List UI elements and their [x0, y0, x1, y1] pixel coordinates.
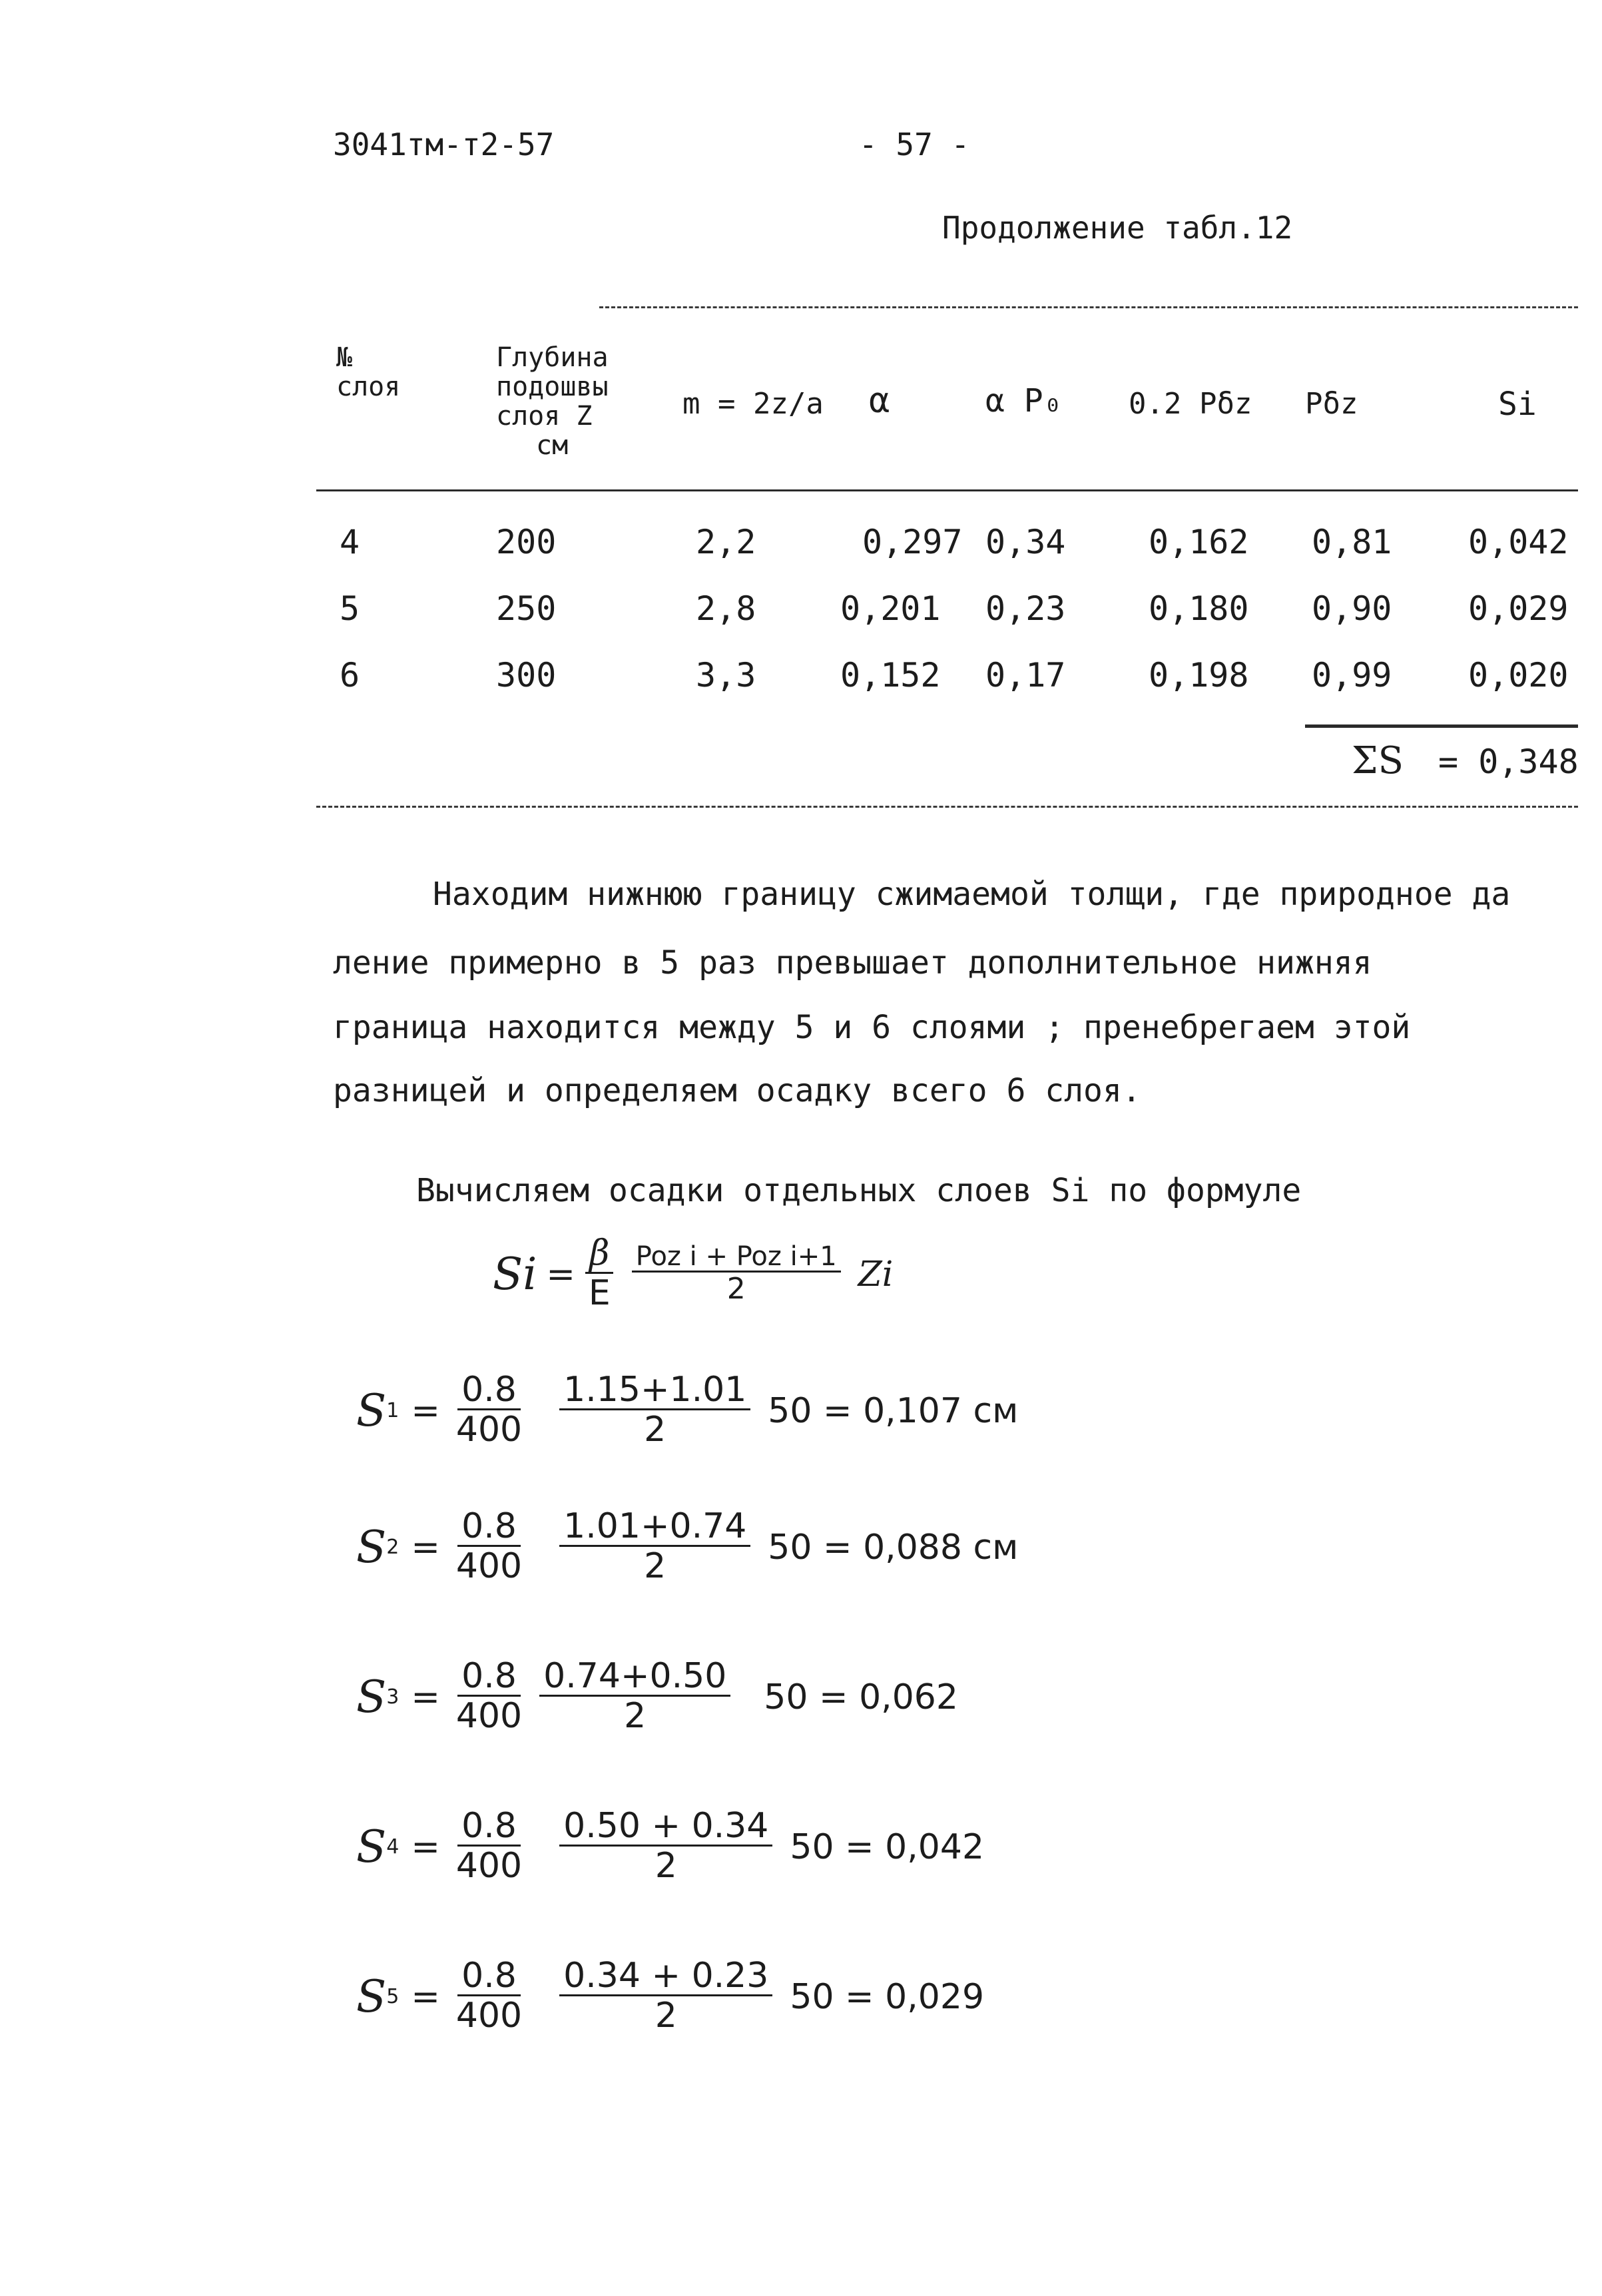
calc-coefficient: $\frac{0.8}{400}$ [455, 1506, 523, 1586]
sum-value: = 0,348 [1438, 742, 1579, 781]
header-alpha-p0: α P₀ [985, 382, 1063, 420]
calc-sub: 3 [386, 1685, 400, 1709]
sum-label: ΣS [1352, 739, 1404, 782]
page-number: - 57 - [859, 127, 970, 162]
calculation-s1: S 1 = $\frac{0.8}{400}$ $\frac{1.15+1.01}{2}$ 50 = 0,107 см [356, 1370, 1019, 1450]
document-code: 3041тм-т2-57 [333, 127, 555, 162]
table-bottom-rule [316, 806, 1578, 808]
header-depth-line-1: Глубина [496, 342, 609, 373]
cell-alpha: 0,152 [840, 656, 941, 695]
calc-coefficient: $\frac{0.8}{400}$ [455, 1806, 523, 1886]
paragraph-line: ление примерно в 5 раз превышает дополнительное нижняя [333, 944, 1372, 982]
cell-m: 3,3 [696, 656, 756, 695]
cell-m: 2,2 [696, 523, 756, 561]
cell-s: 0,020 [1468, 656, 1569, 695]
calc-result: 50 = 0,062 [764, 1677, 958, 1717]
cell-alpha: 0,201 [840, 589, 941, 628]
formula-depth: Zi [858, 1254, 894, 1294]
calc-sub: 5 [386, 1985, 400, 2009]
header-depth-line-4: см [536, 430, 569, 461]
cell-alpha: 0,297 [862, 523, 963, 561]
cell-depth: 200 [496, 523, 557, 561]
settlement-formula: Si = $\frac{\beta}{E}$ $\frac{\text{Poz i + Poz i+1}}{2}$ Zi [493, 1233, 894, 1313]
cell-alpha-p0: 0,17 [985, 656, 1066, 695]
paragraph-line: Находим нижнюю границу сжимаемой толщи, где природное да [433, 876, 1511, 913]
calc-fraction: $\frac{1.01+0.74}{2}$ [559, 1508, 750, 1586]
calc-label: S [356, 1671, 387, 1723]
header-layer-line-1: № [336, 342, 353, 373]
sum-rule [1305, 724, 1578, 728]
calc-fraction: $\frac{0.50 + 0.34}{2}$ [559, 1808, 772, 1886]
calc-label: S [356, 1385, 387, 1437]
cell-m: 2,8 [696, 589, 756, 628]
header-depth-line-3: слоя Z [496, 401, 593, 431]
calc-result: 50 = 0,042 [790, 1827, 985, 1867]
header-s: Si [1498, 386, 1537, 423]
header-02p: 0.2 Pδz [1129, 387, 1252, 421]
calc-sub: 4 [386, 1835, 400, 1859]
cell-layer: 6 [340, 656, 360, 695]
calc-sub: 1 [386, 1399, 400, 1423]
calculation-s2: S 2 = $\frac{0.8}{400}$ $\frac{1.01+0.74}{2}$ 50 = 0,088 см [356, 1506, 1019, 1586]
header-layer-line-2: слоя [336, 372, 401, 402]
formula-lhs: Si [493, 1249, 537, 1300]
calc-label: S [356, 1971, 387, 2023]
header-p: Pδz [1305, 387, 1358, 421]
calculation-s5: S 5 = $\frac{0.8}{400}$ $\frac{0.34 + 0.23}{2}$ 50 = 0,029 [356, 1956, 985, 2036]
calc-result: 50 = 0,107 см [768, 1390, 1019, 1431]
calc-fraction: $\frac{0.74+0.50}{2}$ [539, 1658, 730, 1736]
calc-fraction: $\frac{0.34 + 0.23}{2}$ [559, 1958, 772, 2036]
cell-02p: 0,198 [1149, 656, 1249, 695]
calculation-s4: S 4 = $\frac{0.8}{400}$ $\frac{0.50 + 0.34}{2}$ 50 = 0,042 [356, 1806, 985, 1886]
header-depth [496, 343, 609, 460]
cell-p: 0,81 [1312, 523, 1392, 561]
header-m: m = 2z/a [682, 387, 824, 421]
cell-02p: 0,180 [1149, 589, 1249, 628]
table-continuation-caption: Продолжение табл.12 [942, 210, 1293, 246]
cell-alpha-p0: 0,34 [985, 523, 1066, 561]
table-top-rule [599, 306, 1578, 308]
paragraph-settlement-intro: Вычисляем осадки отдельных слоев Si по формуле [416, 1172, 1302, 1209]
calc-fraction: $\frac{1.15+1.01}{2}$ [559, 1372, 750, 1450]
header-alpha: α [869, 381, 890, 421]
calc-coefficient: $\frac{0.8}{400}$ [455, 1656, 523, 1736]
formula-pressure-fraction: $\frac{\text{Poz i + Poz i+1}}{2}$ [632, 1243, 841, 1306]
cell-layer: 5 [340, 589, 360, 628]
cell-02p: 0,162 [1149, 523, 1249, 561]
calc-coefficient: $\frac{0.8}{400}$ [455, 1956, 523, 2036]
cell-depth: 300 [496, 656, 557, 695]
calc-result: 50 = 0,029 [790, 1976, 985, 2017]
calc-coefficient: $\frac{0.8}{400}$ [455, 1370, 523, 1450]
cell-depth: 250 [496, 589, 557, 628]
cell-p: 0,99 [1312, 656, 1392, 695]
cell-p: 0,90 [1312, 589, 1392, 628]
cell-s: 0,042 [1468, 523, 1569, 561]
cell-alpha-p0: 0,23 [985, 589, 1066, 628]
cell-layer: 4 [340, 523, 360, 561]
paragraph-line: граница находится между 5 и 6 слоями ; пренебрегаем этой [333, 1009, 1411, 1046]
calculation-s3: S 3 = $\frac{0.8}{400}$ $\frac{0.74+0.50}{2}$ 50 = 0,062 [356, 1656, 958, 1736]
cell-s: 0,029 [1468, 589, 1569, 628]
calc-label: S [356, 1821, 387, 1873]
calc-result: 50 = 0,088 см [768, 1527, 1019, 1568]
calc-sub: 2 [386, 1536, 400, 1560]
calc-label: S [356, 1522, 387, 1574]
header-layer-number [336, 343, 400, 402]
paragraph-line: разницей и определяем осадку всего 6 слоя. [333, 1072, 1141, 1109]
header-depth-line-2: подошвы [496, 372, 609, 402]
formula-coefficient: $\frac{\beta}{E}$ [585, 1235, 615, 1313]
header-bottom-rule [316, 489, 1578, 491]
